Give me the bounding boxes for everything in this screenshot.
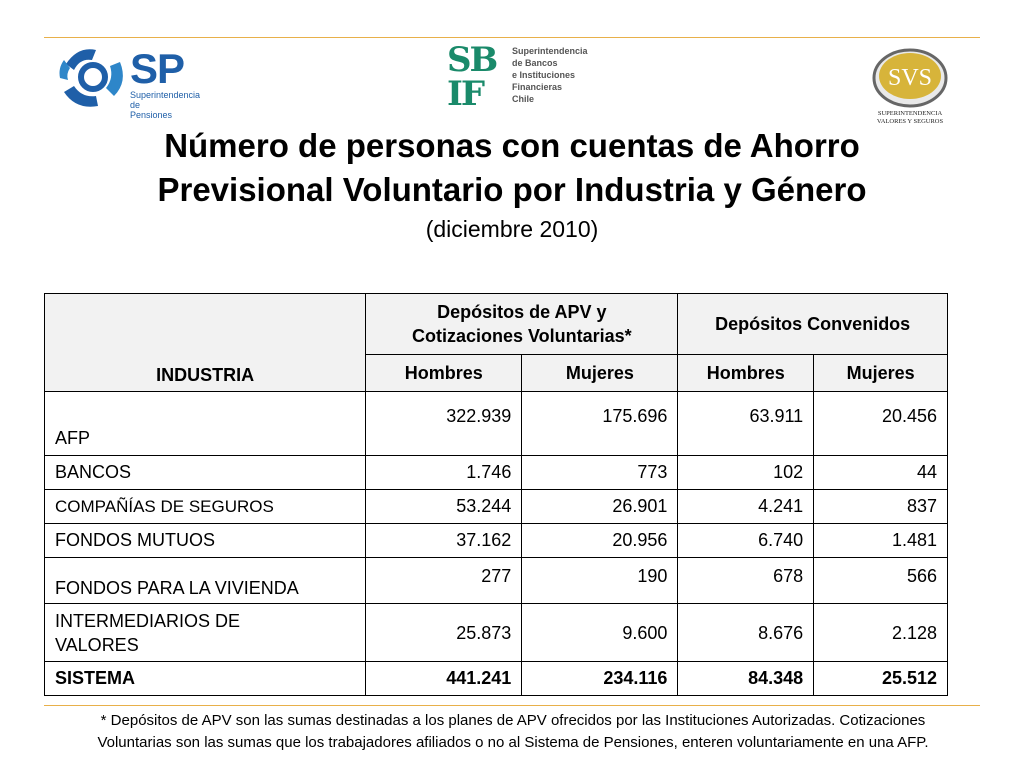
sbif-logo-subtitle: Superintendencia de Bancos e Instituciones Financieras Chile <box>512 46 588 104</box>
cell-value: 190 <box>522 558 678 604</box>
header-apv-hombres: Hombres <box>366 355 522 392</box>
cell-value: 837 <box>814 490 948 524</box>
cell-value: 63.911 <box>678 392 814 456</box>
row-name: BANCOS <box>45 456 366 490</box>
cell-value: 44 <box>814 456 948 490</box>
top-divider <box>44 37 980 38</box>
table-header-row <box>45 294 948 355</box>
footnote-line2: Voluntarias son las sumas que los trabajadores afiliados o no al Sistema de Pensiones, enteren voluntariamente en una AFP. <box>97 734 929 751</box>
cell-value: 6.740 <box>678 524 814 558</box>
cell-value: 234.116 <box>522 662 678 696</box>
svs-emblem-icon <box>868 44 952 110</box>
row-name <box>45 604 366 662</box>
page-subtitle: (diciembre 2010) <box>425 216 599 242</box>
table-row <box>45 490 948 524</box>
sp-logo-mark: SP <box>130 45 185 92</box>
cell-value: 175.696 <box>522 392 678 456</box>
cell-value: 84.348 <box>678 662 814 696</box>
footnote <box>38 710 988 754</box>
svs-logo <box>868 44 952 128</box>
cell-value: 26.901 <box>522 490 678 524</box>
cell-value: 9.600 <box>522 604 678 662</box>
table-row <box>45 558 948 604</box>
cell-value: 277 <box>366 558 522 604</box>
sp-hands-icon <box>58 44 128 110</box>
cell-value: 4.241 <box>678 490 814 524</box>
header-convenidos-group: Depósitos Convenidos <box>678 294 948 355</box>
sp-logo-subtitle: Superintendencia de Pensiones <box>130 90 201 120</box>
sbif-logo <box>447 40 588 117</box>
cell-value: 566 <box>814 558 948 604</box>
cell-value: 25.512 <box>814 662 948 696</box>
header-industria: INDUSTRIA <box>45 294 366 392</box>
row-name: AFP <box>45 392 366 456</box>
cell-value: 102 <box>678 456 814 490</box>
cell-value: 8.676 <box>678 604 814 662</box>
cell-value: 1.481 <box>814 524 948 558</box>
cell-value: 20.456 <box>814 392 948 456</box>
header-conv-mujeres: Mujeres <box>814 355 948 392</box>
header-apv-line2: Cotizaciones Voluntarias* <box>411 326 632 346</box>
cell-value: 37.162 <box>366 524 522 558</box>
page-title-line1: Número de personas con cuentas de Ahorro <box>164 127 860 164</box>
cell-value: 678 <box>678 558 814 604</box>
table-row <box>45 456 948 490</box>
cell-value: 53.244 <box>366 490 522 524</box>
header-apv-line1: Depósitos de APV y <box>437 302 607 322</box>
table-total-row <box>45 662 948 696</box>
svs-logo-subtitle: SUPERINTENDENCIA VALORES Y SEGUROS <box>876 110 944 125</box>
cell-value: 25.873 <box>366 604 522 662</box>
header-apv-mujeres: Mujeres <box>522 355 678 392</box>
page-title-line2: Previsional Voluntario por Industria y Género <box>157 171 867 208</box>
superintendencia-pensiones-logo <box>58 44 208 120</box>
table-row <box>45 524 948 558</box>
page-title <box>40 124 984 212</box>
bottom-divider <box>44 705 980 706</box>
header-conv-hombres: Hombres <box>678 355 814 392</box>
svs-logo-mark: SVS <box>887 65 933 91</box>
table-row <box>45 604 948 662</box>
cell-value: 2.128 <box>814 604 948 662</box>
sbif-logo-mark-bottom: IF <box>447 74 484 114</box>
cell-value: 773 <box>522 456 678 490</box>
cell-value: 1.746 <box>366 456 522 490</box>
header-apv-group <box>366 294 678 355</box>
cell-value: 20.956 <box>522 524 678 558</box>
cell-value: 441.241 <box>366 662 522 696</box>
row-name: SISTEMA <box>45 662 366 696</box>
cell-value: 322.939 <box>366 392 522 456</box>
sbif-logo-mark-top: SB <box>447 40 497 80</box>
table-row <box>45 392 948 456</box>
row-name: FONDOS PARA LA VIVIENDA <box>45 558 366 604</box>
row-name-line2: VALORES <box>55 634 139 655</box>
row-name: FONDOS MUTUOS <box>45 524 366 558</box>
row-name: COMPAÑÍAS DE SEGUROS <box>45 490 366 524</box>
row-name-line1: INTERMEDIARIOS DE <box>55 610 241 631</box>
footnote-line1: * Depósitos de APV son las sumas destinadas a los planes de APV ofrecidos por las Instituciones Autorizadas. Cotizaciones <box>100 712 926 729</box>
apv-table <box>44 293 948 696</box>
